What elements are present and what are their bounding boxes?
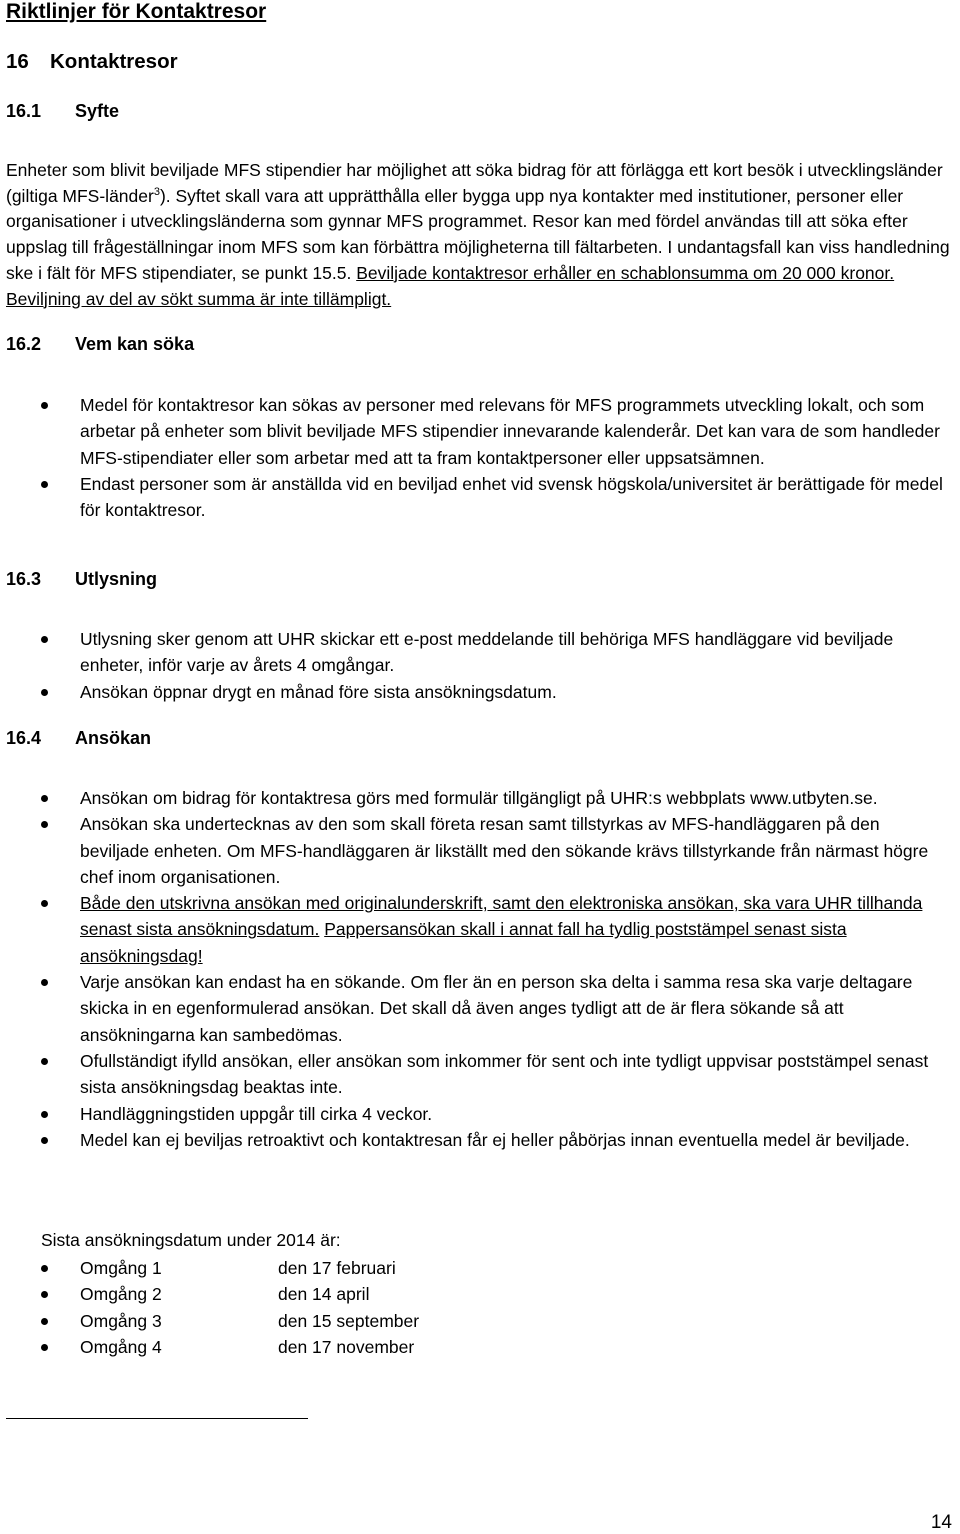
list-item: Ansökan ska undertecknas av den som skall företa resan samt tillstyrkas av MFS-handläggaren på den beviljade enheten. Om MFS-handläggaren är likställt med den sökande krävs tillstyrkande från närmast högre chef inom organisationen. xyxy=(6,811,952,890)
list-item: Medel kan ej beviljas retroaktivt och kontaktresan får ej heller påbörjas innan eventuella medel är beviljade. xyxy=(6,1127,952,1153)
round-label: Omgång 4 xyxy=(80,1336,162,1357)
bullet-icon xyxy=(41,481,48,488)
bullet-icon xyxy=(41,1137,48,1144)
chapter-title: Kontaktresor xyxy=(50,50,178,73)
deadline-row xyxy=(6,1334,952,1360)
section-title: Syfte xyxy=(75,101,120,121)
section-title: Ansökan xyxy=(75,728,152,748)
list-item: Varje ansökan kan endast ha en sökande. Om fler än en person ska delta i samma resa ska varje deltagare skicka in en egenformulerad ansökan. Det skall då även anges tydligt att de är flera sökande så att ansökningarna kan sambedömas. xyxy=(6,969,952,1048)
page-number: 14 xyxy=(930,1512,952,1533)
section-number: 16.4 xyxy=(6,728,42,748)
bullet-icon xyxy=(41,1318,48,1325)
bullet-icon xyxy=(41,1111,48,1118)
section-heading-syfte xyxy=(6,101,119,122)
ansokan-list xyxy=(6,785,952,1153)
section-number: 16.1 xyxy=(6,101,42,121)
bullet-icon xyxy=(41,795,48,802)
bullet-icon xyxy=(41,402,48,409)
bullet-icon xyxy=(41,1344,48,1351)
round-label: Omgång 1 xyxy=(80,1258,162,1278)
bullet-icon xyxy=(41,900,48,907)
deadlines-label: Sista ansökningsdatum under 2014 är: xyxy=(41,1230,341,1250)
round-date: den 14 april xyxy=(278,1284,370,1305)
syfte-underlined-sentence-1: Beviljade kontaktresor erhåller en schablonsumma om 20 000 kronor. xyxy=(356,262,895,283)
section-number: 16.2 xyxy=(6,334,42,354)
section-heading-ansokan xyxy=(6,728,151,749)
footnote-reference: 3 xyxy=(153,185,160,198)
syfte-paragraph xyxy=(6,158,952,312)
list-item: Handläggningstiden uppgår till cirka 4 veckor. xyxy=(6,1101,952,1127)
bullet-icon xyxy=(41,821,48,828)
bullet-icon xyxy=(41,1291,48,1298)
list-item: Endast personer som är anställda vid en beviljad enhet vid svensk högskola/universitet är berättigade för medel för kontaktresor. xyxy=(6,471,952,524)
chapter-heading xyxy=(6,50,178,74)
syfte-text-part-1: Enheter som blivit beviljade MFS stipendier har möjlighet att söka bidrag för att förlägga ett kort besök i utvecklingsländer (giltiga MFS-länder xyxy=(6,160,943,206)
deadlines-list xyxy=(6,1255,952,1360)
section-title: Vem kan söka xyxy=(75,334,195,354)
document-title: Riktlinjer för Kontaktresor xyxy=(6,0,267,23)
list-item: Ofullständigt ifylld ansökan, eller ansökan som inkommer för sent och inte tydligt uppvisar poststämpel senast sista ansökningsdag beaktas inte. xyxy=(6,1048,952,1101)
list-item: Medel för kontaktresor kan sökas av personer med relevans för MFS programmets utveckling lokalt, och som arbetar på enheter som blivit beviljade MFS stipendier innevarande kalenderår. Det kan vara de som handleder MFS-stipendiater eller som arbetar med att ta fram kontaktpersoner eller uppsatsämnen. xyxy=(6,392,952,471)
round-date: den 17 februari xyxy=(278,1258,396,1278)
section-title: Utlysning xyxy=(75,569,158,589)
vem-kan-soka-list xyxy=(6,392,952,523)
round-date: den 17 november xyxy=(278,1336,415,1357)
bullet-icon xyxy=(41,689,48,696)
deadline-row xyxy=(6,1281,952,1307)
section-number: 16.3 xyxy=(6,569,42,589)
deadline-row xyxy=(6,1255,952,1281)
chapter-number: 16 xyxy=(6,50,29,73)
list-item: Både den utskrivna ansökan med originalunderskrift, samt den elektroniska ansökan, ska vara UHR tillhanda senast sista ansökningsdatum. Pappersansökan skall i annat fall ha tydlig poststämpel senast sista ansökningsdag! xyxy=(6,890,952,969)
round-label: Omgång 2 xyxy=(80,1284,162,1305)
syfte-text-part-2: ). Syftet skall vara att upprätthålla eller bygga upp nya kontakter med institutioner, personer eller organisationer i utvecklingsländerna som gynnar MFS programmet. Resor kan med fördel användas till att söka efter uppslag till frågeställningar inom MFS som kan förbättra möjligheterna till fältarbeten. I undantagsfall kan viss handledning ske i fält för MFS stipendiater, se punkt 15.5. xyxy=(6,185,950,283)
list-item: Utlysning sker genom att UHR skickar ett e-post meddelande till behöriga MFS handläggare vid beviljade enheter, inför varje av årets 4 omgångar. xyxy=(6,626,952,679)
bullet-icon xyxy=(41,636,48,643)
bullet-icon xyxy=(41,1265,48,1272)
bullet-icon xyxy=(41,979,48,986)
section-heading-utlysning xyxy=(6,569,157,590)
round-date: den 15 september xyxy=(278,1310,420,1331)
round-label: Omgång 3 xyxy=(80,1310,162,1331)
deadline-row xyxy=(6,1308,952,1334)
bullet-icon xyxy=(41,1058,48,1065)
section-heading-vem-kan-soka xyxy=(6,334,194,355)
list-item: Ansökan öppnar drygt en månad före sista ansökningsdatum. xyxy=(6,679,952,705)
footnote-separator xyxy=(6,1418,308,1419)
list-item: Ansökan om bidrag för kontaktresa görs med formulär tillgängligt på UHR:s webbplats www.utbyten.se. xyxy=(6,785,952,811)
syfte-underlined-sentence-2: Beviljning av del av sökt summa är inte tillämpligt. xyxy=(6,288,392,309)
utlysning-list xyxy=(6,626,952,705)
